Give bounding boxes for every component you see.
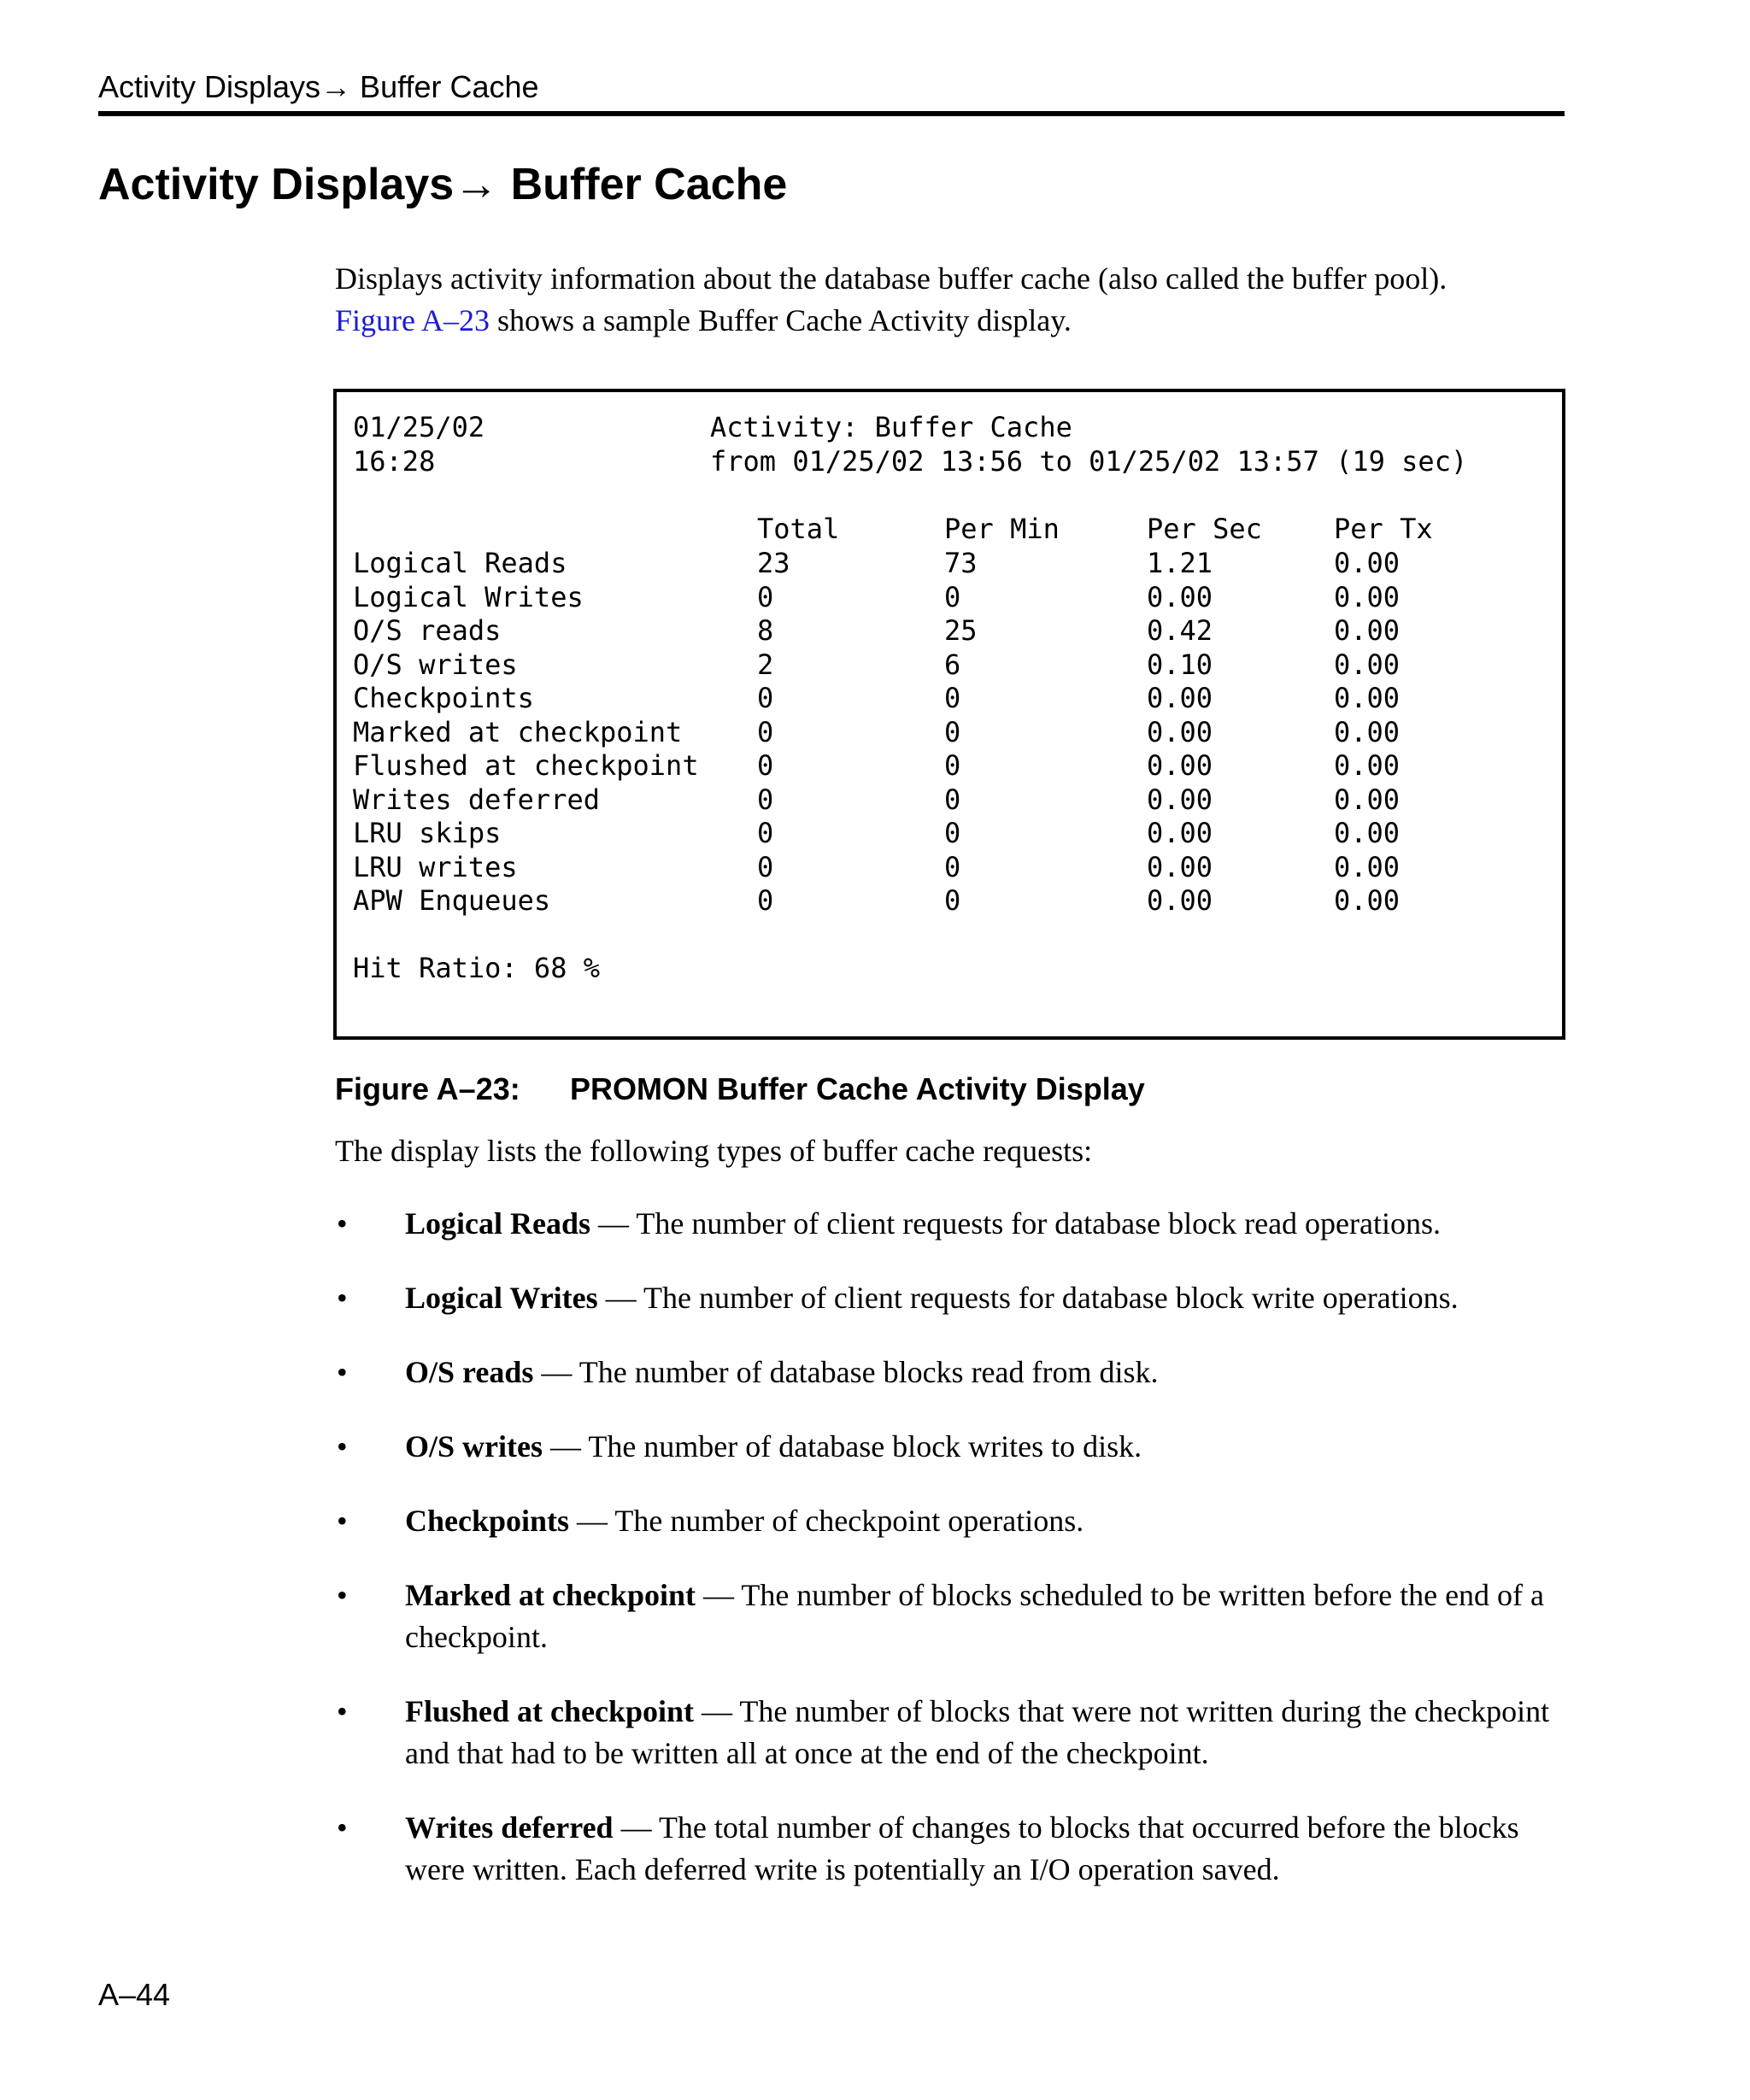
row-value: 0.00 bbox=[1334, 648, 1401, 681]
bullet-term: Marked at checkpoint bbox=[405, 1578, 696, 1612]
row-label: Flushed at checkpoint bbox=[353, 749, 699, 782]
row-value: 0.00 bbox=[1147, 682, 1213, 714]
row-value: 0.00 bbox=[1334, 884, 1401, 917]
row-label: LRU writes bbox=[353, 850, 518, 883]
row-value: 0 bbox=[757, 817, 774, 849]
row-value: 0 bbox=[944, 783, 961, 816]
screen-activity-title: Activity: Buffer Cache bbox=[710, 411, 1072, 443]
list-item bbox=[335, 1807, 1565, 1891]
intro-paragraph bbox=[335, 258, 1565, 342]
bullet-term: Logical Reads bbox=[405, 1206, 591, 1241]
bullet-term: Flushed at checkpoint bbox=[405, 1694, 695, 1728]
row-value: 0.00 bbox=[1334, 547, 1401, 579]
row-value: 0.00 bbox=[1147, 817, 1213, 849]
bullet-icon: • bbox=[337, 1206, 348, 1241]
running-header: Activity Displays→ Buffer Cache bbox=[98, 69, 539, 104]
list-item bbox=[335, 1426, 1565, 1468]
intro-text-after-link: shows a sample Buffer Cache Activity display. bbox=[490, 303, 1072, 337]
row-value: 0.00 bbox=[1334, 817, 1401, 849]
row-value: 0.00 bbox=[1147, 715, 1213, 748]
figure-caption-number: Figure A–23: bbox=[335, 1071, 520, 1106]
row-label: O/S writes bbox=[353, 648, 518, 681]
row-value: 0 bbox=[757, 783, 774, 816]
column-header: Total bbox=[757, 513, 840, 545]
row-value: 0.42 bbox=[1147, 614, 1213, 647]
row-value: 0 bbox=[757, 749, 774, 782]
list-item bbox=[335, 1500, 1565, 1542]
bullet-description: — The number of checkpoint operations. bbox=[569, 1504, 1084, 1538]
row-label: Checkpoints bbox=[353, 682, 534, 714]
row-value: 2 bbox=[757, 648, 774, 681]
row-value: 0 bbox=[944, 749, 961, 782]
bullet-icon: • bbox=[337, 1578, 348, 1612]
bullet-description: — The number of database block writes to disk. bbox=[542, 1429, 1142, 1464]
lead-sentence: The display lists the following types of buffer cache requests: bbox=[335, 1134, 1093, 1168]
bullet-description: — The total number of changes to blocks that occurred before the blocks were written. Each deferred write is potentially an I/O operation saved. bbox=[405, 1810, 1519, 1886]
row-value: 0.10 bbox=[1147, 648, 1213, 681]
row-value: 0 bbox=[944, 817, 961, 849]
list-item bbox=[335, 1575, 1565, 1658]
page-number: A–44 bbox=[98, 1977, 171, 2012]
bullet-icon: • bbox=[337, 1694, 348, 1728]
row-value: 0 bbox=[944, 682, 961, 714]
row-value: 0 bbox=[944, 850, 961, 883]
screen-date: 01/25/02 bbox=[353, 411, 485, 443]
bullet-description: — The number of database blocks read from disk. bbox=[533, 1355, 1159, 1389]
bullet-term: O/S reads bbox=[405, 1355, 534, 1389]
row-value: 0 bbox=[944, 884, 961, 917]
row-value: 0.00 bbox=[1334, 580, 1401, 613]
bullet-icon: • bbox=[337, 1355, 348, 1389]
bullet-list bbox=[335, 1203, 1565, 1891]
row-value: 25 bbox=[944, 614, 978, 647]
row-value: 0 bbox=[757, 850, 774, 883]
row-value: 73 bbox=[944, 547, 978, 579]
row-value: 0.00 bbox=[1334, 682, 1401, 714]
list-item bbox=[335, 1277, 1565, 1319]
row-value: 0.00 bbox=[1334, 614, 1401, 647]
page-title: Activity Displays→ Buffer Cache bbox=[98, 160, 788, 209]
column-header: Per Tx bbox=[1334, 513, 1433, 545]
bullet-icon: • bbox=[337, 1281, 348, 1315]
row-value: 0 bbox=[757, 884, 774, 917]
header-rule bbox=[98, 111, 1565, 116]
row-label: Logical Writes bbox=[353, 580, 584, 613]
row-value: 0.00 bbox=[1334, 850, 1401, 883]
row-value: 0.00 bbox=[1334, 783, 1401, 816]
row-value: 0.00 bbox=[1147, 749, 1213, 782]
list-item bbox=[335, 1203, 1565, 1245]
row-label: Marked at checkpoint bbox=[353, 715, 683, 748]
row-value: 0 bbox=[944, 580, 961, 613]
promon-screen bbox=[333, 389, 1565, 1040]
row-value: 0.00 bbox=[1147, 884, 1213, 917]
bullet-term: O/S writes bbox=[405, 1429, 543, 1464]
row-value: 0 bbox=[757, 715, 774, 748]
row-label: APW Enqueues bbox=[353, 884, 551, 917]
row-value: 1.21 bbox=[1147, 547, 1213, 579]
bullet-description: — The number of client requests for database block write operations. bbox=[597, 1281, 1459, 1315]
row-value: 6 bbox=[944, 648, 961, 681]
figure-link[interactable]: Figure A–23 bbox=[335, 303, 490, 337]
row-label: Logical Reads bbox=[353, 547, 567, 579]
row-label: Writes deferred bbox=[353, 783, 600, 816]
row-label: O/S reads bbox=[353, 614, 502, 647]
bullet-term: Checkpoints bbox=[405, 1504, 570, 1538]
list-item bbox=[335, 1352, 1565, 1393]
list-item bbox=[335, 1691, 1565, 1774]
row-value: 0 bbox=[757, 580, 774, 613]
screen-range: from 01/25/02 13:56 to 01/25/02 13:57 (19 sec) bbox=[710, 445, 1468, 478]
screen-time: 16:28 bbox=[353, 445, 436, 478]
row-value: 0.00 bbox=[1147, 580, 1213, 613]
column-header: Per Min bbox=[944, 513, 1060, 545]
row-value: 0.00 bbox=[1334, 715, 1401, 748]
bullet-description: — The number of blocks scheduled to be written before the end of a checkpoint. bbox=[405, 1578, 1545, 1654]
row-label: LRU skips bbox=[353, 817, 502, 849]
bullet-icon: • bbox=[337, 1504, 348, 1538]
row-value: 0.00 bbox=[1147, 850, 1213, 883]
row-value: 0.00 bbox=[1334, 749, 1401, 782]
bullet-description: — The number of client requests for database block read operations. bbox=[590, 1206, 1442, 1241]
row-value: 0 bbox=[944, 715, 961, 748]
bullet-icon: • bbox=[337, 1810, 348, 1845]
row-value: 8 bbox=[757, 614, 774, 647]
hit-ratio: Hit Ratio: 68 % bbox=[353, 952, 600, 984]
bullet-term: Logical Writes bbox=[405, 1281, 598, 1315]
figure-caption-title: PROMON Buffer Cache Activity Display bbox=[570, 1071, 1145, 1106]
row-value: 23 bbox=[757, 547, 790, 579]
bullet-icon: • bbox=[337, 1429, 348, 1464]
intro-text: Displays activity information about the database buffer cache (also called the buffer pool). bbox=[335, 261, 1448, 296]
row-value: 0 bbox=[757, 682, 774, 714]
column-header: Per Sec bbox=[1147, 513, 1262, 545]
row-value: 0.00 bbox=[1147, 783, 1213, 816]
bullet-description: — The number of blocks that were not written during the checkpoint and that had to be written all at once at the end of the checkpoint. bbox=[405, 1694, 1550, 1770]
figure-caption bbox=[335, 1071, 1145, 1108]
bullet-term: Writes deferred bbox=[405, 1810, 614, 1845]
